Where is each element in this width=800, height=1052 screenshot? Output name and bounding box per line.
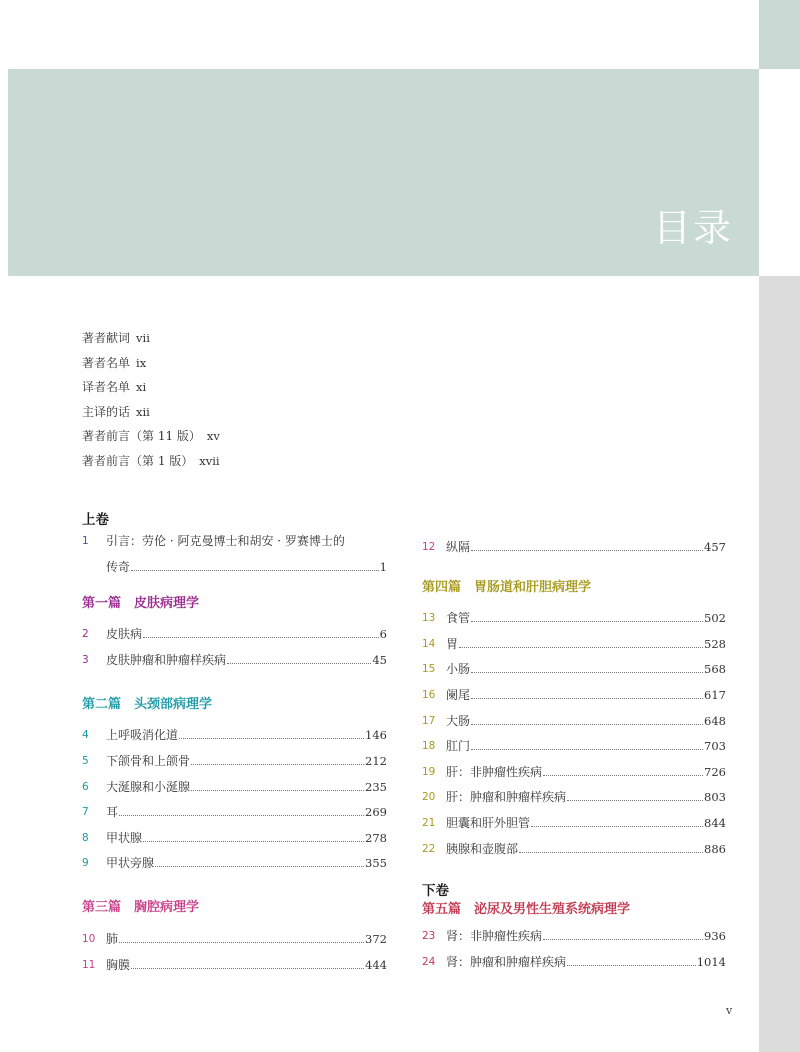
chapter-title: 大肠 — [446, 713, 471, 728]
chapter-title: 胸膜 — [106, 957, 131, 972]
leader-dots — [131, 570, 379, 571]
chapter-title: 皮肤病 — [106, 627, 143, 642]
toc-left-column — [82, 508, 387, 974]
toc-entry[interactable] — [82, 796, 387, 822]
leader-dots — [471, 550, 703, 551]
chapter-page: 212 — [365, 753, 387, 768]
toc-entry[interactable] — [422, 602, 726, 628]
toc-entry[interactable] — [422, 781, 726, 807]
chapter-title: 胃 — [446, 636, 459, 651]
leader-dots — [471, 724, 703, 725]
page-number: v — [726, 1004, 733, 1017]
front-matter-item[interactable]: 译者名单 xi — [82, 380, 147, 394]
leader-dots — [191, 764, 364, 765]
chapter-title: 食管 — [446, 611, 471, 626]
leader-dots — [471, 698, 703, 699]
chapter-page: 648 — [704, 713, 726, 728]
chapter-page: 568 — [704, 662, 726, 677]
leader-dots — [471, 749, 703, 750]
chapter-number: 13 — [422, 612, 436, 625]
chapter-page: 45 — [372, 652, 387, 667]
toc-entry[interactable] — [82, 744, 387, 770]
toc-entry[interactable] — [422, 530, 726, 556]
chapter-title: 肛门 — [446, 739, 471, 754]
leader-dots — [227, 663, 371, 664]
toc-entry[interactable] — [82, 719, 387, 745]
leader-dots — [471, 672, 703, 673]
chapter-page: 444 — [365, 957, 387, 972]
leader-dots — [543, 775, 703, 776]
leader-dots — [179, 738, 364, 739]
front-matter-item[interactable]: 著者前言（第 1 版） xvii — [82, 453, 220, 468]
volume-title: 下卷 — [422, 882, 449, 899]
chapter-number: 3 — [82, 653, 89, 666]
leader-dots — [567, 800, 703, 801]
toc-entry[interactable] — [82, 643, 387, 669]
chapter-page: 278 — [365, 830, 387, 845]
chapter-page: 1014 — [696, 954, 726, 969]
chapter-number: 4 — [82, 729, 89, 742]
leader-dots — [543, 939, 703, 940]
chapter-title: 肾：肿瘤和肿瘤样疾病 — [446, 954, 567, 969]
chapter-title: 胆囊和肝外胆管 — [446, 815, 531, 830]
toc-right-column — [422, 530, 726, 971]
chapter-title: 肝：非肿瘤性疾病 — [446, 764, 543, 779]
leader-dots — [155, 866, 364, 867]
chapter-title: 甲状旁腺 — [106, 856, 155, 871]
chapter-number: 20 — [422, 791, 436, 804]
part-title: 第五篇 泌尿及男性生殖系统病理学 — [422, 901, 631, 917]
toc-entry[interactable] — [82, 618, 387, 644]
chapter-number: 17 — [422, 714, 436, 727]
leader-dots — [119, 942, 364, 943]
part-title: 第二篇 头颈部病理学 — [82, 696, 213, 712]
toc-entry[interactable] — [422, 755, 726, 781]
chapter-number: 19 — [422, 765, 436, 778]
edge-tab-top — [759, 0, 800, 69]
chapter-number: 7 — [82, 806, 89, 819]
chapter-page: 844 — [704, 815, 726, 830]
toc-entry[interactable] — [82, 821, 387, 847]
chapter-page: 726 — [704, 764, 726, 779]
edge-tab-right — [759, 276, 800, 1052]
chapter-page: 372 — [365, 931, 387, 946]
chapter-title: 肺 — [106, 931, 119, 946]
chapter-page: 269 — [365, 805, 387, 820]
front-matter-list — [82, 326, 220, 473]
toc-entry[interactable] — [82, 526, 387, 550]
chapter-title: 纵隔 — [446, 539, 471, 554]
chapter-title: 引言：劳伦 · 阿克曼博士和胡安 · 罗赛博士的 — [106, 534, 345, 548]
chapter-number: 6 — [82, 780, 89, 793]
chapter-title: 耳 — [106, 805, 119, 820]
chapter-page: 886 — [704, 841, 726, 856]
chapter-page: 803 — [704, 790, 726, 805]
volume-title: 上卷 — [82, 512, 109, 528]
chapter-title: 肾：非肿瘤性疾病 — [446, 929, 543, 944]
chapter-title: 小肠 — [446, 662, 471, 677]
part-title: 第一篇 皮肤病理学 — [82, 595, 200, 611]
toc-entry[interactable] — [422, 730, 726, 756]
chapter-number: 11 — [82, 958, 96, 971]
leader-dots — [567, 965, 696, 966]
chapter-number: 9 — [82, 857, 89, 870]
toc-entry[interactable] — [82, 847, 387, 873]
front-matter-item[interactable]: 著者前言（第 11 版） xv — [82, 429, 220, 443]
front-matter-item[interactable]: 著者名单 ix — [82, 355, 147, 370]
chapter-number: 16 — [422, 688, 436, 701]
chapter-page: 235 — [365, 779, 387, 794]
chapter-title: 阑尾 — [446, 687, 471, 702]
chapter-page: 528 — [704, 636, 726, 651]
toc-entry[interactable] — [82, 922, 387, 948]
chapter-page: 146 — [365, 728, 387, 743]
front-matter-item[interactable]: 著者献词 vii — [82, 331, 150, 345]
chapter-title: 甲状腺 — [106, 830, 143, 845]
chapter-page: 502 — [704, 611, 726, 626]
chapter-title: 肝：肿瘤和肿瘤样疾病 — [446, 790, 567, 805]
toc-entry[interactable] — [422, 653, 726, 679]
toc-entry[interactable] — [422, 678, 726, 704]
part-title: 第四篇 胃肠道和肝胆病理学 — [422, 579, 592, 595]
chapter-number: 5 — [82, 754, 89, 767]
chapter-number: 2 — [82, 628, 89, 641]
leader-dots — [531, 826, 703, 827]
part-title: 第三篇 胸腔病理学 — [82, 900, 200, 916]
chapter-number: 1 — [82, 535, 89, 547]
toc-entry-continuation[interactable] — [82, 550, 387, 576]
chapter-title: 皮肤肿瘤和肿瘤样疾病 — [106, 652, 227, 667]
chapter-number: 15 — [422, 663, 436, 676]
leader-dots — [143, 637, 379, 638]
chapter-page: 936 — [704, 929, 726, 944]
chapter-title: 上呼吸消化道 — [106, 728, 179, 743]
front-matter-item[interactable]: 主译的话 xii — [82, 404, 150, 419]
toc-entry[interactable] — [422, 945, 726, 971]
chapter-page: 457 — [704, 539, 726, 554]
toc-entry[interactable] — [422, 627, 726, 653]
chapter-number: 18 — [422, 740, 436, 753]
chapter-title: 胰腺和壶腹部 — [446, 841, 519, 856]
toc-entry[interactable] — [422, 832, 726, 858]
chapter-page: 703 — [704, 739, 726, 754]
leader-dots — [119, 815, 364, 816]
chapter-title: 传奇 — [106, 559, 131, 574]
leader-dots — [471, 621, 703, 622]
chapter-number: 12 — [422, 540, 436, 553]
chapter-number: 10 — [82, 932, 96, 945]
chapter-page: 355 — [365, 856, 387, 871]
chapter-number: 8 — [82, 831, 89, 844]
chapter-number: 24 — [422, 955, 436, 968]
chapter-number: 22 — [422, 842, 436, 855]
page-title: 目录 — [652, 206, 733, 250]
chapter-page: 1 — [379, 559, 387, 574]
chapter-page: 6 — [379, 627, 387, 642]
chapter-page: 617 — [704, 687, 726, 702]
toc-entry[interactable] — [82, 948, 387, 974]
leader-dots — [143, 841, 364, 842]
leader-dots — [519, 852, 703, 853]
toc-entry[interactable] — [422, 704, 726, 730]
toc-entry[interactable] — [82, 770, 387, 796]
chapter-number: 23 — [422, 930, 436, 943]
chapter-title: 大涎腺和小涎腺 — [106, 779, 191, 794]
chapter-title: 下颌骨和上颌骨 — [106, 753, 191, 768]
chapter-number: 21 — [422, 816, 436, 829]
leader-dots — [191, 790, 364, 791]
chapter-number: 14 — [422, 637, 436, 650]
leader-dots — [131, 968, 364, 969]
toc-entry[interactable] — [422, 806, 726, 832]
toc-entry[interactable] — [422, 920, 726, 946]
header-band — [8, 69, 759, 276]
leader-dots — [459, 647, 703, 648]
